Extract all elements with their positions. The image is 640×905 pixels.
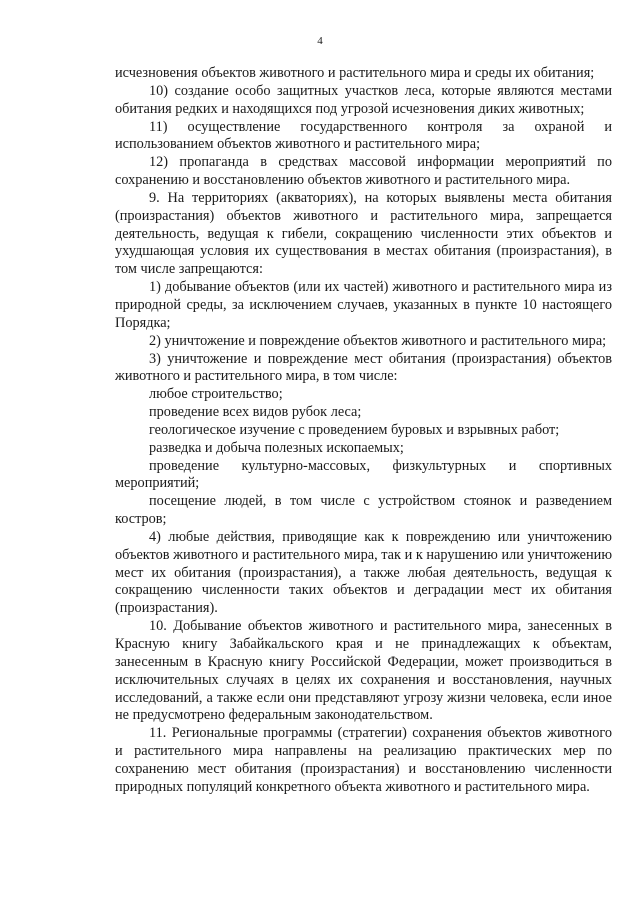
document-body <box>115 65 612 797</box>
paragraph: 12) пропаганда в средствах массовой информации мероприятий по сохранению и восстановлению объектов животного и растительного мира. <box>115 154 612 189</box>
paragraph: 1) добывание объектов (или их частей) животного и растительного мира из природной среды, за исключением случаев, указанных в пункте 10 настоящего Порядка; <box>115 279 612 331</box>
paragraph: 2) уничтожение и повреждение объектов животного и растительного мира; <box>149 332 607 349</box>
paragraph: исчезновения объектов животного и растительного мира и среды их обитания; <box>115 65 595 81</box>
paragraph: любое строительство; <box>149 386 283 403</box>
paragraph: проведение всех видов рубок леса; <box>149 404 362 421</box>
paragraph: геологическое изучение с проведением буровых и взрывных работ; <box>149 421 560 438</box>
paragraph: разведка и добыча полезных ископаемых; <box>149 439 404 456</box>
page-number: 4 <box>317 35 323 47</box>
paragraph: проведение культурно-массовых, физкультурных и спортивных мероприятий; <box>115 457 612 492</box>
paragraph: 11) осуществление государственного контроля за охраной и использованием объектов животного и растительного мира; <box>115 118 612 153</box>
paragraph: 4) любые действия, приводящие как к повреждению или уничтожению объектов животного и растительного мира, так и к нарушению или уничтожению мест их обитания (произрастания), а также любая деятельность, ведущая к сокращению численности таких объектов и деградации мест их обитания (произрастания). <box>115 528 612 617</box>
paragraph: 11. Региональные программы (стратегии) сохранения объектов животного и растительного мира направлены на реализацию практических мер по сохранению мест обитания (произрастания) и восстановлению численности природных популяций конкретного объекта животного и растительного мира. <box>115 725 612 795</box>
paragraph: 9. На территориях (акваториях), на которых выявлены места обитания (произрастания) объектов животного и растительного мира, запрещается деятельность, ведущая к гибели, сокращению численности этих объектов и ухудшающая условия их существования в местах обитания (произрастания), в том числе запрещаются: <box>115 189 612 278</box>
paragraph: 10) создание особо защитных участков леса, которые являются местами обитания редких и находящихся под угрозой исчезновения диких животных; <box>115 82 612 117</box>
paragraph: посещение людей, в том числе с устройством стоянок и разведением костров; <box>115 493 612 528</box>
paragraph: 3) уничтожение и повреждение мест обитания (произрастания) объектов животного и растительного мира, в том числе: <box>115 350 612 385</box>
paragraph: 10. Добывание объектов животного и растительного мира, занесенных в Красную книгу Забайкальского края и не принадлежащих к объектам, занесенным в Красную книгу Российской Федерации, может производиться в исключительных случаях в целях их сохранения и восстановления, научных исследований, а также если они представляют угрозу жизни человека, если иное не предусмотрено федеральным законодательством. <box>115 618 612 724</box>
